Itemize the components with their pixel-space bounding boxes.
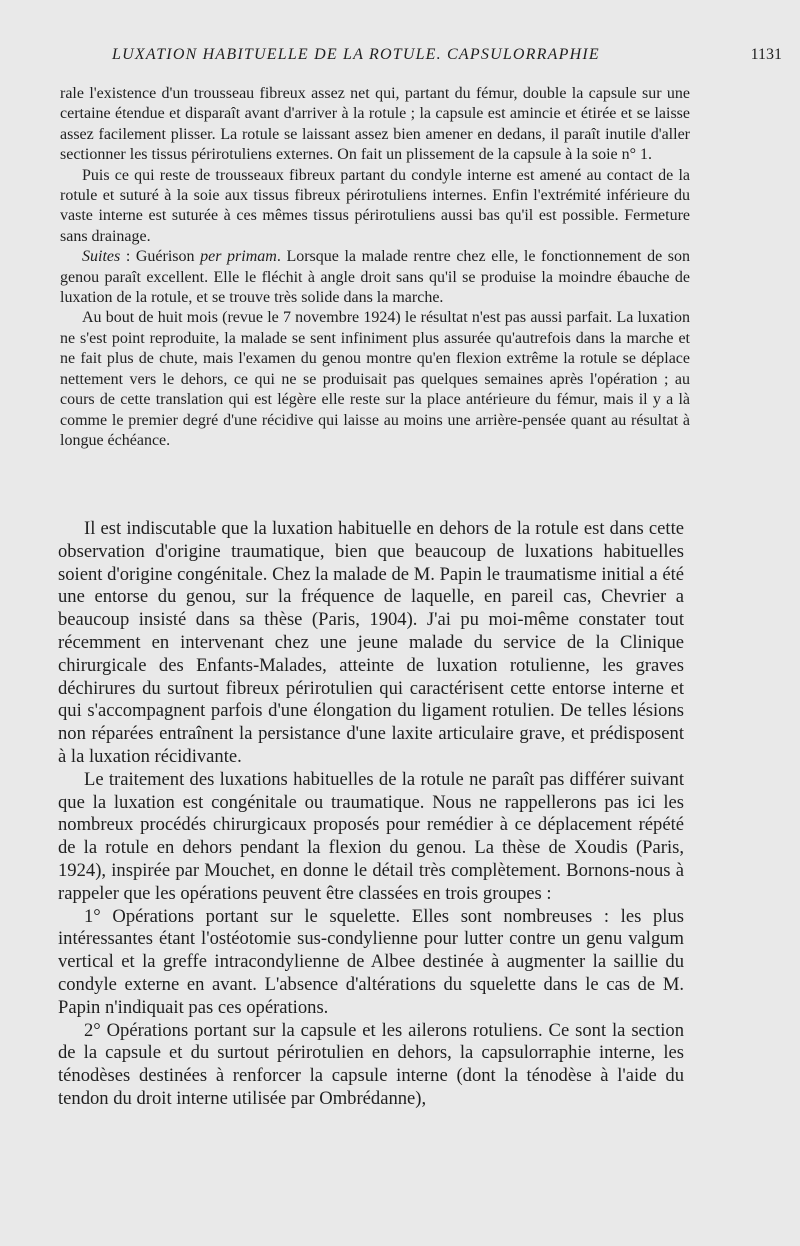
paragraph: Au bout de huit mois (revue le 7 novembre 1924) le résultat n'est pas aussi parfait. La luxation ne s'est point reproduite, la malade se sent infiniment plus assurée qu'autrefois dans la marche et ne fait plus de chute, mais l'examen du genou montre qu'en flexion extrême la rotule se déplace nettement vers le dehors, ce qui ne se produisait pas quelques semaines après l'opération ; au cours de cette translation qui est légère elle reste sur la place antérieure du fémur, mais il y a là comme le premier degré d'une récidive qui laisse au moins une arrière-pensée quant au résultat à longue échéance. xyxy=(60,309,690,449)
running-title: LUXATION HABITUELLE DE LA ROTULE. CAPSULORRAPHIE xyxy=(112,46,600,63)
latin-phrase: per primam xyxy=(200,248,277,266)
paragraph: 2° Opérations portant sur la capsule et les ailerons rotuliens. Ce sont la section de la capsule et du surtout périrotulien en dehors, la capsulorraphie interne, les ténodèses destinées à renforcer la capsule interne (dont la ténodèse à l'aide du tendon du droit interne utilisée par Ombrédanne), xyxy=(58,1019,684,1109)
paragraph: Il est indiscutable que la luxation habituelle en dehors de la rotule est dans cette observation d'origine traumatique, bien que beaucoup de luxations habituelles soient d'origine congénitale. Chez la malade de M. Papin le traumatisme initial a été une entorse du genou, sur la fréquence de laquelle, en pareil cas, Chevrier a beaucoup insisté dans sa thèse (Paris, 1904). J'ai pu moi-même constater tout récemment en intervenant chez une jeune malade du service de la Clinique chirurgicale des Enfants-Malades, atteinte de luxation rotulienne, les graves déchirures du surtout fibreux périrotulien qui caractérisent cette entorse interne et qui s'accompagnent parfois d'une élongation du ligament rotulien. De telles lésions non réparées entraînent la persistance d'une laxite articulaire grave, et prédisposent à la luxation récidivante. xyxy=(58,518,684,767)
suites-separator: : Guérison xyxy=(120,248,201,266)
paragraph: Puis ce qui reste de trousseaux fibreux partant du condyle interne est amené au contact de la rotule et suturé à la soie aux tissus fibreux périrotuliens internes. Enfin l'extrémité inférieure du vaste interne est suturée à ces mêmes tissus périrotuliens aussi bas qu'il est possible. Fermeture sans drainage. xyxy=(60,166,690,245)
suites-label: Suites xyxy=(82,248,121,266)
paragraph: rale l'existence d'un trousseau fibreux assez net qui, partant du fémur, double la capsule sur une certaine étendue et disparaît avant d'arriver à la rotule ; la capsule est amincie et étirée et se laisse assez facilement plisser. La rotule se laissant assez bien amener en dedans, il paraît inutile d'aller sectionner les tissus périrotuliens externes. On fait un plissement de la capsule à la soie n° 1. xyxy=(60,85,690,164)
discussion-block xyxy=(58,518,684,1111)
paragraph: Le traitement des luxations habituelles de la rotule ne paraît pas différer suivant que la luxation est congénitale ou traumatique. Nous ne rappellerons pas ici les nombreux procédés chirurgicaux proposés pour remédier à ce déplacement répété de la rotule en dehors pendant la flexion du genou. La thèse de Xoudis (Paris, 1924), inspirée par Mouchet, en donne le détail très complètement. Bornons-nous à rappeler que les opérations peuvent être classées en trois groupes : xyxy=(58,768,684,904)
running-header xyxy=(112,46,782,72)
paragraph xyxy=(60,247,690,308)
case-report-block xyxy=(60,84,690,451)
suites-text: . Lorsque la malade rentre chez elle, le fonctionnement de son genou paraît excellent. Elle le fléchit à angle droit sans qu'il se produise la moindre ébauche de luxation de la rotule, et se trouve très solide dans la marche. xyxy=(60,248,691,307)
page-number: 1131 xyxy=(750,46,782,63)
paragraph: 1° Opérations portant sur le squelette. Elles sont nombreuses : les plus intéressantes étant l'ostéotomie sus-condylienne pour lutter contre un genu valgum vertical et la greffe intracondylienne de Albee destinée à augmenter la saillie du condyle externe en avant. L'absence d'altérations du squelette dans le cas de M. Papin n'indiquait pas ces opérations. xyxy=(58,905,684,1018)
